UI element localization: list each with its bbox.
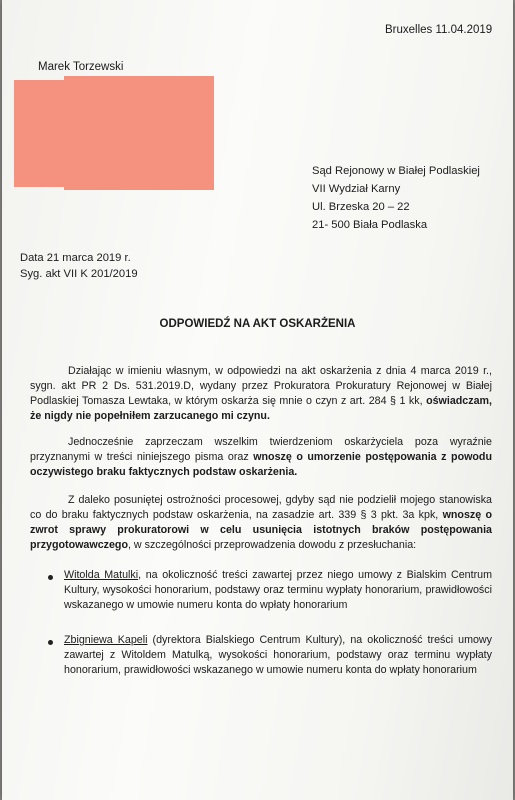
recipient-line: 21- 500 Biała Podlaska <box>312 219 428 231</box>
paragraph-bold-text: wnoszę o zwrot sprawy prokuratorowi w celu usunięcia istotnych braków postępowania przygotowawczego <box>30 509 493 551</box>
list-item-text: (dyrektora Bialskiego Centrum Kultury), na okoliczność treści umowy zawartej z Witoldem Matulką, wysokości honorarium, podstawy oraz terminu wypłaty honorarium, prawidłowości wskazanego w umowie numeru konta do wpłaty honorarium <box>64 634 492 676</box>
case-references <box>20 250 138 282</box>
paragraph-bold-text: oświadczam, że nigdy nie popełniłem zarzucanego mi czynu. <box>30 395 492 422</box>
case-number: Syg. akt VII K 201/2019 <box>20 268 138 280</box>
paragraph-2 <box>30 435 492 480</box>
redaction-block <box>64 76 214 190</box>
paragraph-text: , w szczególności przeprowadzenia dowodu z przesłuchania: <box>127 539 417 551</box>
document-title: ODPOWIEDŹ NA AKT OSKARŻENIA <box>159 318 356 330</box>
witness-name: Witolda Matulki <box>64 569 139 581</box>
sender-name: Marek Torzewski <box>38 61 124 73</box>
recipient-line: VII Wydział Karny <box>312 183 401 195</box>
paragraph-text: Jednocześnie zaprzeczam wszelkim twierdzeniom oskarżyciela poza wyraźnie przyznanymi w treści niniejszego pisma oraz <box>30 436 492 463</box>
recipient-line: Ul. Brzeska 20 – 22 <box>312 201 410 213</box>
bullet-icon <box>48 575 53 580</box>
list-item <box>64 633 492 678</box>
list-item <box>64 568 492 613</box>
list-item-text: , na okoliczność treści zawartej przez niego umowy z Bialskim Centrum Kultury, wysokości honorarium, podstawy oraz terminu wypłaty honorarium, prawidłowości wskazanego w umowie numeru konta do wpłaty honorarium <box>64 569 493 611</box>
bullet-icon <box>48 640 53 645</box>
document-page <box>2 0 513 800</box>
paragraph-3 <box>30 493 492 553</box>
paragraph-1 <box>30 364 492 424</box>
recipient-line: Sąd Rejonowy w Białej Podlaskiej <box>312 165 480 177</box>
paragraph-text: Z daleko posuniętej ostrożności procesowej, gdyby sąd nie podzielił mojego stanowiska co do braku faktycznych podstaw oskarżenia, na zasadzie art. 339 § 3 pkt. 3a kpk, <box>30 494 492 521</box>
witness-name: Zbigniewa Kapeli <box>64 634 148 646</box>
recipient-address <box>312 162 480 234</box>
paragraph-text: Działając w imieniu własnym, w odpowiedzi na akt oskarżenia z dnia 4 marca 2019 r., sygn. akt PR 2 Ds. 531.2019.D, wydany przez Prokuratora Prokuratury Rejonowej w Białej Podlaskiej Tomasza Lewtaka, w którym oskarża się mnie o czyn z art. 284 § 1 kk, <box>30 365 492 407</box>
reference-date: Data 21 marca 2019 r. <box>20 252 131 264</box>
place-date: Bruxelles 11.04.2019 <box>385 24 493 36</box>
paragraph-bold-text: wnoszę o umorzenie postępowania z powodu oczywistego braku faktycznych podstaw oskarżenia. <box>30 451 492 478</box>
